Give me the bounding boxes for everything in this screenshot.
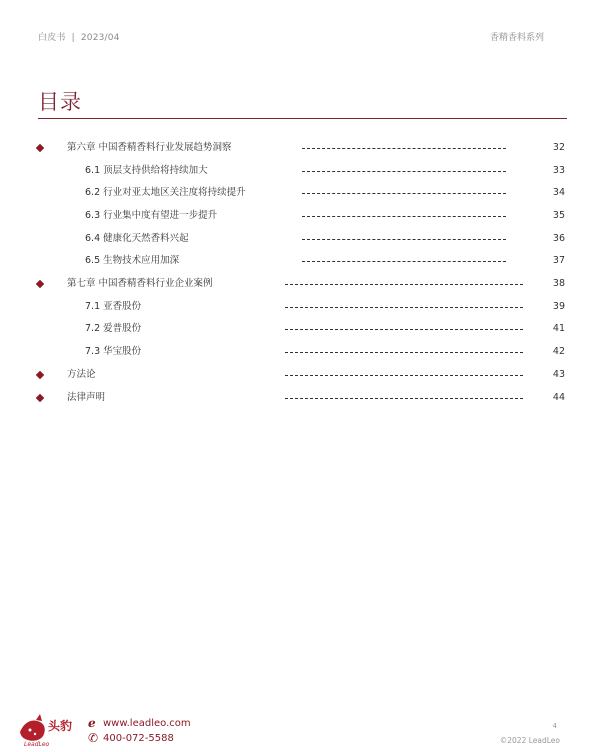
toc-entry[interactable] (0, 301, 602, 317)
toc-entry[interactable] (0, 165, 602, 181)
toc-leader (285, 307, 523, 308)
toc-leader (302, 261, 506, 262)
toc-page: 36 (552, 233, 565, 244)
toc-entry[interactable] (0, 210, 602, 226)
toc-page: 38 (552, 278, 565, 289)
page-title: 目录 (38, 90, 82, 114)
phone-number: 400-072-5588 (103, 733, 174, 744)
toc-label: 7.2 爱普股份 (85, 323, 142, 334)
leopard-logo-icon (18, 712, 82, 748)
toc-page: 43 (552, 369, 565, 380)
toc-leader (302, 239, 506, 240)
toc-page: 41 (552, 323, 565, 334)
phone-icon: ✆ (88, 731, 99, 745)
toc-label: 6.3 行业集中度有望进一步提升 (85, 210, 218, 221)
title-divider (38, 118, 567, 119)
toc-page: 35 (552, 210, 565, 221)
toc-page: 34 (552, 187, 565, 198)
brand-cn: 头豹 (48, 719, 73, 733)
toc-page: 33 (552, 165, 565, 176)
header-separator: | (71, 33, 75, 43)
toc-page: 39 (552, 301, 565, 312)
toc-leader (285, 284, 523, 285)
toc-label: 7.3 华宝股份 (85, 346, 142, 357)
toc-label: 7.1 亚香股份 (85, 301, 142, 312)
toc-leader (302, 148, 506, 149)
header-left (38, 30, 120, 43)
toc-entry[interactable] (0, 346, 602, 362)
web-icon: ℯ (88, 716, 96, 730)
doc-type: 白皮书 (38, 33, 66, 43)
toc-label: 6.5 生物技术应用加深 (85, 255, 180, 266)
leadleo-logo (18, 712, 82, 748)
toc-entry[interactable] (0, 142, 602, 158)
toc-entry[interactable] (0, 255, 602, 271)
toc-entry[interactable] (0, 369, 602, 385)
toc-page: 37 (552, 255, 565, 266)
toc-entry[interactable] (0, 187, 602, 203)
diamond-bullet-icon (36, 371, 44, 379)
toc-label: 法律声明 (67, 392, 106, 403)
series-name: 香精香料系列 (489, 33, 544, 43)
diamond-bullet-icon (36, 280, 44, 288)
copyright: ©2022 LeadLeo (499, 736, 560, 745)
toc-leader (285, 329, 523, 330)
toc-entry[interactable] (0, 323, 602, 339)
toc-label: 6.1 顶层支持供给将持续加大 (85, 165, 208, 176)
toc-leader (285, 398, 523, 399)
toc-label: 第七章 中国香精香料行业企业案例 (67, 278, 213, 289)
toc-leader (302, 193, 506, 194)
toc-entry[interactable] (0, 278, 602, 294)
toc-entry[interactable] (0, 233, 602, 249)
brand-en: LeadLeo (24, 741, 50, 748)
website-link[interactable]: www.leadleo.com (103, 718, 191, 729)
footer-contact (88, 716, 191, 746)
doc-date: 2023/04 (80, 33, 120, 43)
toc-entry[interactable] (0, 392, 602, 408)
toc-leader (302, 216, 506, 217)
toc-page: 44 (552, 392, 565, 403)
page-number: 4 (552, 722, 557, 730)
toc-label: 6.4 健康化天然香料兴起 (85, 233, 189, 244)
toc-leader (285, 375, 523, 376)
diamond-bullet-icon (36, 394, 44, 402)
diamond-bullet-icon (36, 144, 44, 152)
toc-label: 方法论 (67, 369, 96, 380)
toc-label: 第六章 中国香精香料行业发展趋势洞察 (67, 142, 232, 153)
toc-page: 42 (552, 346, 565, 357)
toc-page: 32 (552, 142, 565, 153)
toc-leader (302, 171, 506, 172)
toc-leader (285, 352, 523, 353)
toc-label: 6.2 行业对亚太地区关注度将持续提升 (85, 187, 246, 198)
